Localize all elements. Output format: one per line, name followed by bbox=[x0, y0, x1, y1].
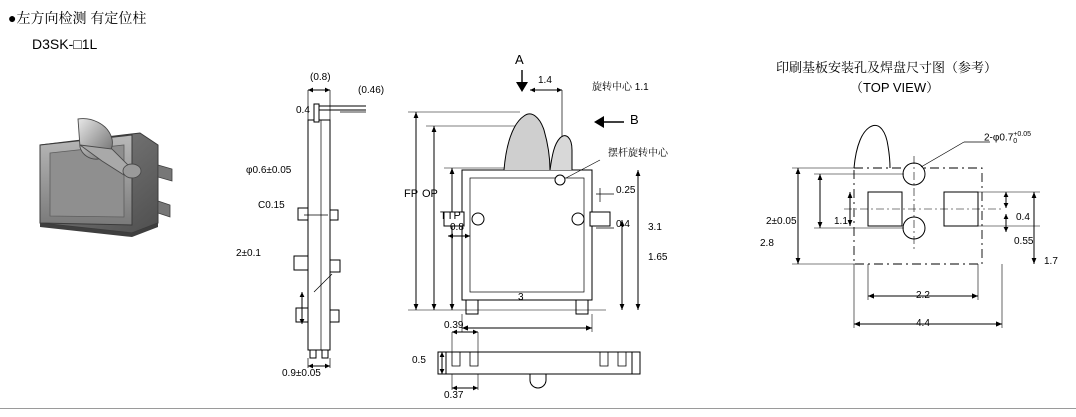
front-op-label: OP bbox=[422, 188, 438, 200]
bottom-dim-039: 0.39 bbox=[444, 320, 464, 331]
hole-tolerance: +0.05 0 bbox=[1013, 131, 1031, 145]
pcb-dim-28: 2.8 bbox=[760, 238, 774, 249]
front-dim-3: 3 bbox=[518, 292, 524, 303]
pcb-dim-055: 0.55 bbox=[1014, 236, 1034, 247]
bullet-marker: ● bbox=[8, 10, 17, 26]
pcb-dim-2: 2±0.05 bbox=[766, 216, 797, 227]
front-label-a: A bbox=[515, 52, 524, 67]
side-view-drawing bbox=[262, 60, 392, 390]
section-heading bbox=[8, 10, 146, 27]
front-dim-04: 0.4 bbox=[616, 219, 630, 230]
front-dim-08: 0.8 bbox=[450, 222, 464, 233]
front-dim-025: 0.25 bbox=[616, 185, 636, 196]
front-fp-label: FP bbox=[404, 188, 419, 200]
side-dim-top: (0.8) bbox=[310, 72, 331, 83]
side-dim-2: 2±0.1 bbox=[236, 248, 261, 259]
product-photo bbox=[20, 105, 180, 245]
side-dim-phi06: φ0.6±0.05 bbox=[246, 165, 292, 176]
bottom-dim-037: 0.37 bbox=[444, 390, 464, 401]
front-rotation-center-label: 旋转中心 1.1 bbox=[592, 82, 649, 93]
bottom-dim-05: 0.5 bbox=[412, 355, 426, 366]
model-number: D3SK-□1L bbox=[32, 36, 98, 52]
pcb-dim-22: 2.2 bbox=[916, 290, 930, 301]
side-dim-c015: C0.15 bbox=[258, 200, 285, 211]
front-lever-center-label: 摆杆旋转中心 bbox=[608, 148, 668, 159]
side-dim-04: 0.4 bbox=[296, 105, 310, 116]
pcb-dim-11: 1.1 bbox=[834, 216, 848, 227]
pcb-dim-44: 4.4 bbox=[916, 318, 930, 329]
front-ttp-label: TTP bbox=[440, 210, 461, 222]
side-dim-046: (0.46) bbox=[358, 85, 385, 96]
footer-divider bbox=[0, 408, 1076, 409]
pcb-title-line2: （TOP VIEW） bbox=[850, 80, 940, 95]
front-dim-165: 1.65 bbox=[648, 252, 668, 263]
bottom-view-drawing bbox=[432, 318, 662, 398]
front-dim-14: 1.4 bbox=[538, 75, 552, 86]
pcb-hole-dim: 2-φ0.7 +0.05 0 bbox=[984, 131, 1031, 145]
pcb-dim-04: 0.4 bbox=[1016, 212, 1030, 223]
pcb-dim-17: 1.7 bbox=[1044, 256, 1058, 267]
section-title: 左方向检测 有定位柱 bbox=[16, 10, 147, 26]
side-dim-thickness: 0.9±0.05 bbox=[282, 368, 321, 379]
front-label-b: B bbox=[630, 112, 639, 127]
front-dim-31: 3.1 bbox=[648, 222, 662, 233]
pcb-title-line1: 印刷基板安装孔及焊盘尺寸图（参考） bbox=[776, 60, 998, 75]
